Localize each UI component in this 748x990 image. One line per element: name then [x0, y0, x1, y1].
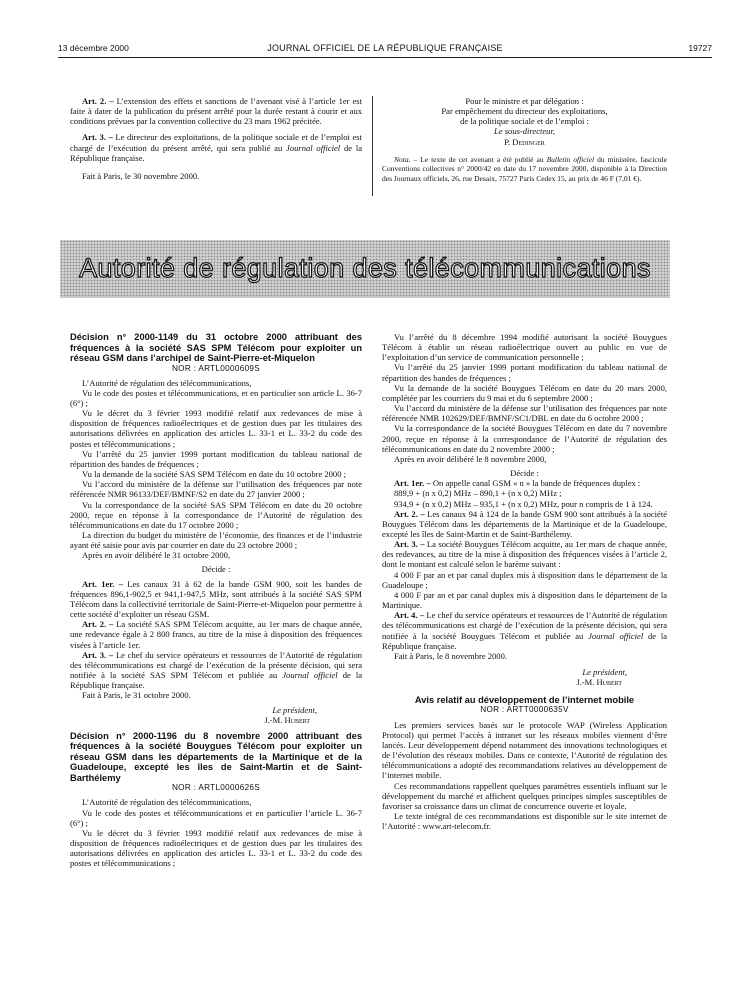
signatory-role: Le président, — [272, 704, 317, 715]
art-label: Art. 2. – — [82, 619, 114, 630]
signatory-name: J.-M. Hubert — [576, 677, 622, 688]
header-rule — [58, 57, 712, 58]
section-title: Autorité de régulation des télécommunications — [79, 253, 651, 283]
bulletin-ref: Bulletin officiel — [546, 154, 595, 164]
paragraph: L’Autorité de régulation des télécommunications, — [82, 377, 252, 388]
art-text: On appelle canal GSM « n » la bande de fréquences duplex : — [430, 478, 641, 489]
right-column — [382, 332, 667, 831]
art-text: La société Bouygues Télécom acquitte, au 1er mars de chaque année, des redevances, au titre de la mise à disposition des fréquences visées à l’article 2, dont le montant est calculé selon le barème suivant : — [382, 539, 668, 570]
art-text: Le chef du service opérateurs et ressources de l’Autorité de régulation des télécommunications est chargé de l’exécution de la présente décision, qui sera notifiée à la société SAS SPM Télécom et publiée au — [70, 649, 363, 681]
previous-text-left — [70, 96, 362, 181]
paragraph: Vu le code des postes et télécommunications et en particulier l’article L. 36-7 (6°) ; — [70, 807, 362, 828]
header-date: 13 décembre 2000 — [58, 43, 129, 53]
art-label: Art. 2. – — [82, 96, 114, 106]
section-banner — [60, 240, 670, 298]
journal-officiel-ref: Journal officiel — [286, 142, 341, 153]
column-divider — [372, 96, 373, 196]
note-label: Nota. – — [394, 154, 418, 164]
formula: 934,9 + (n x 0,2) MHz – 935,1 + (n x 0,2) MHz, pour n compris de 1 à 124. — [394, 498, 653, 509]
art-text: La société SAS SPM Télécom acquitte, au 1er mars de chaque année, une redevance égale à 2 800 francs, au titre de la mise à disposition des fréquences visées à l’article 1er. — [70, 619, 362, 650]
art-text: Les canaux 31 à 62 de la bande GSM 900, soit les bandes de fréquences 896,1-902,5 et 941,1-947,5 MHz, sont attribués à la société SAS SPM Télécom dans la collectivité territoriale de Saint-Pierre-et-Miquelon pour permettre à cette société d’exploiter un réseau GSM. — [70, 578, 362, 620]
left-column — [70, 332, 362, 869]
paragraph: Vu l’arrêté du 25 janvier 1999 portant modification du tableau national de répartition des bandes de fréquences ; — [70, 448, 362, 469]
paragraph: Après en avoir délibéré le 8 novembre 2000, — [394, 453, 547, 464]
note-text: du ministère, fascicule Conventions collectives n° 2000/42 en date du 17 novembre 2000, disponible à la Direction des Journaux officiels, 26, rue Desaix, 75727 Paris Cedex 15, au prix de 46 F (7,01 €). — [382, 154, 668, 183]
signature-line: Par empêchement du directeur des exploitations, — [441, 106, 608, 117]
paragraph: Vu le décret du 3 février 1993 modifié relatif aux redevances de mise à disposition de fréquences radioélectriques et de gestion dues par les titulaires des autorisations délivrées en application des articles L. 33-1 et L. 33-2 du code des postes et télécommunications ; — [70, 827, 362, 869]
paragraph: Vu la correspondance de la société SAS SPM Télécom en date du 20 octobre 2000, reçue en réponse à la correspondance de l’Autorité de régulation des télécommunications en date du 17 octobre 2000 ; — [70, 499, 362, 530]
avis-title: Avis relatif au développement de l’internet mobile — [414, 695, 635, 706]
art-text: Le directeur des exploitations, de la politique sociale et de l’emploi est chargé de l’exécution du présent arrêté, qui sera publié au — [70, 132, 362, 153]
art-label: Art. 3. – — [82, 132, 113, 143]
paragraph: Vu l’accord du ministère de la défense sur l’utilisation des fréquences par note référencée NMR 102629/DEF/BMNF/SC1/DBL en date du 6 octobre 2000 ; — [382, 403, 667, 424]
decision-1-title: Décision n° 2000-1149 du 31 octobre 2000 attribuant des fréquences à la société SAS SPM Télécom pour exploiter un réseau GSM dans l’archipel de Saint-Pierre-et-Miquelon — [70, 332, 362, 363]
bareme-item: 4 000 F par an et par canal duplex mis à disposition dans le département de la Martinique. — [382, 589, 667, 611]
fait-a-paris: Fait à Paris, le 30 novembre 2000. — [82, 170, 200, 181]
fait-a-paris: Fait à Paris, le 31 octobre 2000. — [82, 690, 191, 701]
signatory-role: Le président, — [582, 667, 627, 677]
art-text: Le chef du service opérateurs et ressources de l’Autorité de régulation des télécommunications est chargé de l’exécution de la présente décision, qui sera notifiée à la société Bouygues Télécom et publiée au — [382, 610, 668, 641]
paragraph: Le texte intégral de ces recommandations est disponible sur le site internet de l’Autorité : www.art-telecom.fr. — [382, 811, 667, 832]
paragraph: Vu le code des postes et télécommunications, et en particulier son article L. 36-7 (6°) ; — [70, 387, 362, 408]
journal-title: JOURNAL OFFICIEL DE LA RÉPUBLIQUE FRANÇAISE — [267, 43, 503, 53]
paragraph: La direction du budget du ministère de l’économie, des finances et de l’industrie ayant été saisie pour avis par courrier en date du 23 octobre 2000 ; — [70, 530, 362, 551]
bareme-item: 4 000 F par an et par canal duplex mis à disposition dans le département de la Guadeloupe ; — [382, 569, 667, 590]
signatory-role: Le sous-directeur, — [494, 126, 555, 137]
art-text: Les canaux 94 à 124 de la bande GSM 900 sont attribués à la société Bouygues Télécom dans les départements de la Martinique et de la Guadeloupe, excepté les îles de Saint-Martin et de Saint-Barthélemy. — [382, 508, 668, 539]
decision-2-nor: NOR : ARTL0000626S — [171, 783, 261, 793]
art-label: Art. 1er. – — [394, 478, 431, 489]
paragraph: Vu l’accord du ministère de la défense sur l’utilisation des fréquences par note référencée NMR 96133/DEF/BMNF/S2 en date du 27 janvier 2000 ; — [70, 479, 362, 500]
fait-a-paris: Fait à Paris, le 8 novembre 2000. — [394, 650, 507, 661]
journal-officiel-ref: Journal officiel — [282, 670, 338, 681]
signature-line: Pour le ministre et par délégation : — [465, 96, 584, 106]
page-number: 19727 — [688, 43, 712, 53]
decide: Décide : — [201, 564, 231, 575]
paragraph: Vu l’arrêté du 8 décembre 1994 modifié autorisant la société Bouygues Télécom à établir un réseau radioélectrique ouvert au public en vue de l’exploitation d’un service de communication personnelle ; — [382, 332, 667, 363]
art-text: de la République française. — [70, 670, 362, 691]
signatory-name: J.-M. Hubert — [264, 714, 310, 725]
art-label: Art. 2. – — [394, 508, 425, 519]
paragraph: Vu l’arrêté du 25 janvier 1999 portant modification du tableau national de répartition des bandes de fréquences ; — [382, 362, 667, 383]
paragraph: L’Autorité de régulation des télécommunications, — [82, 797, 252, 808]
page-header — [58, 43, 712, 57]
art-label: Art. 3. – — [394, 539, 425, 550]
art-text: L’extension des effets et sanctions de l’avenant visé à l’article 1er est faite à dater de la publication du présent arrêté pour la durée restant à courir et aux conditions prévues par la convention collective du 23 mars 1962 précitée. — [70, 96, 362, 127]
paragraph: Vu le décret du 3 février 1993 modifié relatif aux redevances de mise à disposition de fréquences radioélectriques et de gestion dues par les titulaires des autorisations délivrées en application des articles L. 33-1 et L. 33-2 du code des postes et télécommunications ; — [70, 408, 362, 449]
paragraph: Vu la demande de la société SAS SPM Télécom en date du 10 octobre 2000 ; — [82, 469, 346, 480]
note-text: Le texte de cet avenant a été publié au — [417, 154, 547, 164]
journal-officiel-ref: Journal officiel — [588, 630, 644, 641]
avis-nor: NOR : ARTT0000635V — [480, 705, 569, 715]
paragraph: Après en avoir délibéré le 31 octobre 2000, — [82, 550, 231, 561]
previous-text-right — [382, 96, 667, 183]
formula: 889,9 + (n x 0,2) MHz – 890,1 + (n x 0,2) MHz ; — [394, 488, 562, 499]
paragraph: Les premiers services basés sur le protocole WAP (Wireless Application Protocol) qui permet l’accès à intranet sur les réseaux mobiles viennent d’être lancés. Leur développement dépend notamment des innovations technologiques et de l’évolution des réseaux mobiles. Dans ce contexte, l’Autorité de régulation des télécommunications a adopté des recommandations relatives au développement de l’internet mobile. — [382, 719, 667, 781]
decide: Décide : — [510, 468, 539, 479]
art-label: Art. 3. – — [82, 649, 114, 660]
art-text: de la République française. — [382, 630, 667, 651]
signature-line: de la politique sociale et de l’emploi : — [460, 116, 589, 127]
signatory-name: P. Dedinger — [504, 136, 545, 147]
paragraph: Ces recommandations rappellent quelques paramètres essentiels influant sur le développement du marché et affichent quelques principes simples susceptibles de favoriser sa croissance dans un climat de concurrence ouverte et loyale. — [382, 780, 667, 811]
decision-1-nor: NOR : ARTL0000609S — [171, 363, 261, 373]
paragraph: Vu la demande de la société Bouygues Télécom en date du 20 mars 2000, complétée par les courriers du 9 mai et du 6 septembre 2000 ; — [382, 382, 667, 403]
art-label: Art. 1er. – — [82, 578, 123, 589]
art-label: Art. 4. – — [394, 610, 425, 621]
decision-2-title: Décision n° 2000-1196 du 8 novembre 2000 attribuant des fréquences à la société Bouygues Télécom pour exploiter un réseau GSM dans les départements de la Martinique et de la Guadeloupe, excepté les îles de Saint-Martin et de Saint-Barthélemy — [70, 730, 362, 783]
paragraph: Vu la correspondance de la société Bouygues Télécom en date du 7 novembre 2000, reçue en réponse à la correspondance de l’Autorité de régulation des télécommunications en date du 2 novembre 2000 ; — [382, 423, 667, 454]
art-text: de la République française. — [70, 142, 362, 163]
